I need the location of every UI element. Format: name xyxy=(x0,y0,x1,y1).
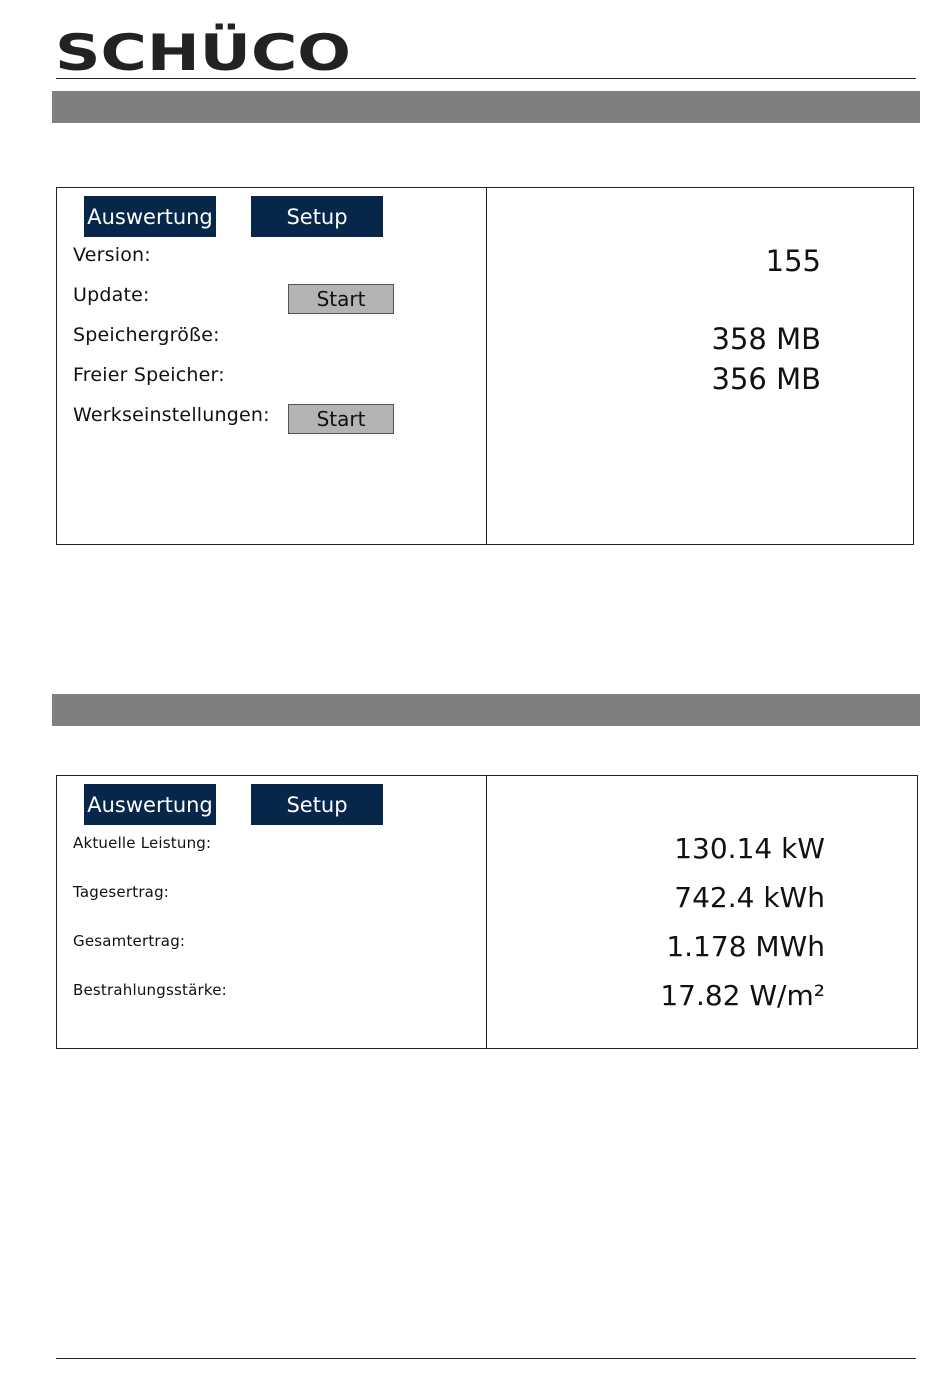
logo-text: SCHÜCO xyxy=(55,24,290,74)
storage-size-value: 358 MB xyxy=(711,322,821,356)
version-value: 155 xyxy=(765,244,821,278)
total-yield-value: 1.178 MWh xyxy=(666,930,825,963)
footer-rule xyxy=(56,1358,916,1359)
current-power-label: Aktuelle Leistung: xyxy=(73,834,212,852)
panel-divider xyxy=(486,776,487,1048)
factory-settings-start-button[interactable]: Start xyxy=(288,404,394,434)
storage-size-label: Speichergröße: xyxy=(73,324,220,346)
irradiance-value: 17.82 W/m² xyxy=(660,979,825,1012)
free-storage-value: 356 MB xyxy=(711,362,821,396)
tab-setup[interactable]: Setup xyxy=(251,196,383,237)
version-label: Version: xyxy=(73,244,151,266)
total-yield-label: Gesamtertrag: xyxy=(73,932,186,950)
factory-settings-label: Werkseinstellungen: xyxy=(73,404,270,426)
panel-divider xyxy=(486,188,487,544)
section-band-1 xyxy=(52,91,920,123)
update-label: Update: xyxy=(73,284,150,306)
tab-setup[interactable]: Setup xyxy=(251,784,383,825)
evaluation-screen-panel xyxy=(56,775,918,1049)
free-storage-label: Freier Speicher: xyxy=(73,364,225,386)
tab-auswertung[interactable]: Auswertung xyxy=(84,784,216,825)
irradiance-label: Bestrahlungsstärke: xyxy=(73,981,227,999)
tab-auswertung[interactable]: Auswertung xyxy=(84,196,216,237)
update-start-button[interactable]: Start xyxy=(288,284,394,314)
schueco-logo xyxy=(55,18,355,74)
setup-screen-panel xyxy=(56,187,914,545)
header-rule xyxy=(56,78,916,79)
section-band-2 xyxy=(52,694,920,726)
daily-yield-value: 742.4 kWh xyxy=(674,881,825,914)
daily-yield-label: Tagesertrag: xyxy=(73,883,170,901)
current-power-value: 130.14 kW xyxy=(674,832,825,865)
